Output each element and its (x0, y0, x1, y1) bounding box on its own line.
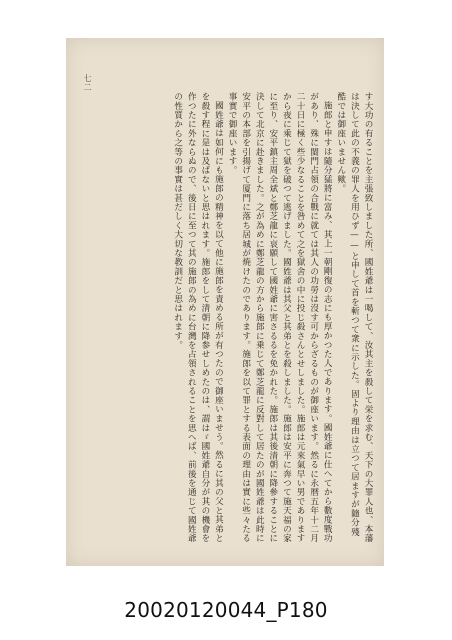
vertical-text-body (80, 92, 374, 544)
paragraph-1: す大功の有ることを主張致しました所、國姓爺は一喝して、汝其主を殺して栄を求む、天下の大罪人也、本藩は決して此の不義の罪人を用ひず——と申して首を斬つて衆に示した。固より理由は立つて居ますが隨分殘酷では御座いません歟。 (335, 92, 373, 543)
paragraph-3: 國姓爺は如何にも施郎の精神を以て他に施郎を責める所が有つたので御座いませう。然るに其の父と其弟とを殺す程に是は及ばないと思はれます。施郎をして清朝に降参せしめたのは、謂はゞ國姓爺自分が其の機會を作つたに外ならぬので、後日に至つて其の施郎の為めに台灣を占領されることを思へば、前後を通じて國姓爺の性質から之等の事實は甚だしく大切な教訓だと思はれます。 (172, 92, 224, 543)
paragraph-2: 施郎と申すは隨分猛將に富み、其上一朝剛復の志にも厚かつた人であります。國姓爺に仕へてから數度戰功があり、殊に閩門占領の合戰に就ては其人の功勞は沒す可からざるものが御座います。然るに永暦五年十二月二十日に極く些少なることを咎めて之を獄舍の中に投じ殺さんとせしました。施郎は元來氣早い男でありますから夜に乘じて獄を破つて逃げました。國姓爺は其父と其弟とを殺しました。施郎は安平に奔つて施天福の家に至り、安平鎮主周全斌と鄭芝龍に哀願して國姓爺に害さるるを免かれた。施郎は其後清朝に降參することに決して北京に赴きました。之が為めに鄭芝龍の方から施郎に乗じて鄭芝龍に反對して居たのが國姓爺は此時に安平の本部を引揚げて厦門に落ち居城が焼けたのであります。施郎を以て罪とする表面の理由は實に些々たる事實で御座います。 (227, 92, 333, 543)
scanned-book-page (66, 38, 384, 566)
archive-id-caption: 20020120044_P180 (124, 598, 328, 622)
page-number: 七二 (83, 74, 92, 92)
